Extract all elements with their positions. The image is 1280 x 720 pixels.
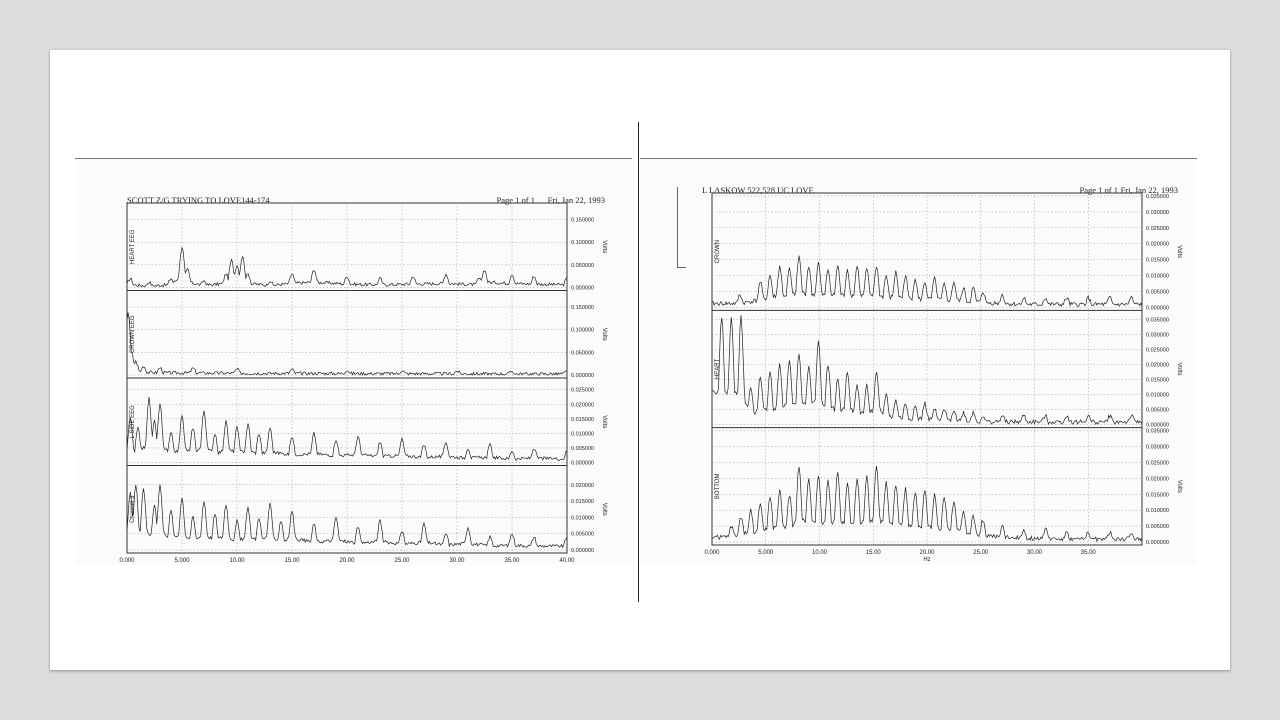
left-xtick-0: 0.000	[119, 558, 135, 564]
left-panel-3-ytick-1: 0.020000	[571, 402, 594, 409]
right-panel-1-ytick-7: 0.000000	[1146, 305, 1169, 312]
left-panel-4-ytick-3: 0.005000	[571, 531, 594, 538]
left-panel-2-unit-label: Volts	[601, 327, 607, 341]
right-chart-svg	[640, 159, 1197, 564]
right-panel-1-ytick-0: 0.035000	[1146, 194, 1169, 200]
right-panel-2-ytick-1: 0.030000	[1146, 332, 1169, 339]
right-panel-2-ytick-5: 0.010000	[1146, 392, 1169, 399]
right-panel-3-unit-label: Volts	[1176, 479, 1182, 493]
left-panel-3-ytick-0: 0.025000	[571, 387, 594, 394]
right-xtick-0: 0.000	[704, 550, 720, 556]
right-panel-3-ytick-5: 0.010000	[1146, 508, 1169, 515]
left-chart-svg	[75, 159, 632, 564]
right-panel-2-ytick-7: 0.000000	[1146, 422, 1169, 429]
right-xtick-3: 15.00	[865, 550, 881, 556]
right-panel-2-ytick-2: 0.025000	[1146, 347, 1169, 354]
left-xtick-3: 15.00	[284, 558, 300, 564]
right-xtick-5: 25.00	[973, 550, 989, 556]
right-panel-1-ytick-1: 0.030000	[1146, 209, 1169, 216]
right-panel-1-ytick-6: 0.005000	[1146, 289, 1169, 296]
left-panel-2-ytick-1: 0.100000	[571, 327, 594, 334]
left-panel-1-ytick-1: 0.100000	[571, 240, 594, 247]
left-panel-4-ytick-4: 0.000000	[571, 548, 594, 554]
right-panel-3-ytick-6: 0.005000	[1146, 524, 1169, 531]
right-panel-2-ytick-3: 0.020000	[1146, 362, 1169, 369]
right-panel-2-channel-label: HEART	[715, 358, 721, 380]
left-xtick-2: 10.00	[229, 558, 245, 564]
right-panel-1-ytick-4: 0.015000	[1146, 257, 1169, 264]
left-panel-2-channel-label: CROWN EEG	[130, 315, 136, 354]
left-panel-1-ytick-3: 0.000000	[571, 285, 594, 292]
right-panel-1-unit-label: Volts	[1176, 245, 1182, 259]
left-xtick-1: 5.000	[174, 558, 190, 564]
right-panel-1-ytick-2: 0.025000	[1146, 225, 1169, 232]
left-chart-title: SCOTT Z/G TRYING TO LOVE144-174	[127, 195, 270, 205]
right-panel-2-unit-label: Volts	[1176, 362, 1182, 376]
right-panel-1-channel-label: CROWN	[715, 239, 721, 264]
left-xtick-5: 25.00	[394, 558, 410, 564]
left-page-label: Page 1 of 1	[496, 195, 535, 205]
left-panel-3-ytick-2: 0.015000	[571, 416, 594, 423]
left-panel-2-ytick-3: 0.000000	[571, 373, 594, 379]
right-panel-3-ytick-2: 0.025000	[1146, 460, 1169, 467]
right-panel-1-ytick-5: 0.010000	[1146, 273, 1169, 280]
left-panel-4-channel-label: Channel 3	[130, 495, 136, 523]
right-xtick-1: 5.000	[758, 550, 774, 556]
right-xtick-7: 35.00	[1080, 550, 1096, 556]
left-panel-4-unit-label: Volts	[601, 502, 607, 516]
right-page-label: Page 1 of 1	[1079, 185, 1118, 195]
left-date-label: Fri, Jan 22, 1993	[547, 195, 605, 205]
left-panel-4-ytick-2: 0.010000	[571, 515, 594, 522]
left-xtick-8: 40.00	[559, 558, 575, 564]
slide-divider	[638, 122, 639, 602]
left-panel-3-ytick-4: 0.005000	[571, 445, 594, 452]
right-panel-3-ytick-3: 0.020000	[1146, 476, 1169, 483]
left-scanned-chart	[75, 158, 632, 564]
left-xtick-7: 35.00	[504, 558, 520, 564]
left-xtick-4: 20.00	[339, 558, 355, 564]
right-chart-title: L LASKOW 522,528 UC LOVE	[702, 185, 814, 195]
right-panel-3-ytick-7: 0.000000	[1146, 540, 1169, 546]
right-panel-1-ytick-3: 0.020000	[1146, 241, 1169, 248]
left-panel-3-unit-label: Volts	[601, 415, 607, 429]
left-panel-1-ytick-0: 0.150000	[571, 217, 594, 224]
right-panel-2-ytick-0: 0.035000	[1146, 317, 1169, 324]
left-panel-1-channel-label: HEART EEG	[130, 229, 136, 264]
left-panel-1-unit-label: Volts	[601, 240, 607, 254]
right-scanned-chart	[640, 158, 1197, 564]
right-panel-3-ytick-4: 0.015000	[1146, 492, 1169, 499]
left-xtick-6: 30.00	[449, 558, 465, 564]
right-date-label: Fri, Jan 22, 1993	[1120, 185, 1178, 195]
right-xtick-4: 20.00	[919, 550, 935, 556]
right-xtick-6: 30.00	[1026, 550, 1043, 556]
left-panel-3-ytick-3: 0.010000	[571, 431, 594, 438]
right-panel-2-ytick-4: 0.015000	[1146, 377, 1169, 384]
left-panel-3-channel-label: L SIDE EEG	[130, 405, 136, 439]
left-panel-2-ytick-2: 0.050000	[571, 350, 594, 357]
left-panel-1-ytick-2: 0.050000	[571, 262, 594, 269]
left-panel-4-ytick-0: 0.020000	[571, 482, 594, 489]
right-panel-3-channel-label: BOTTOM	[715, 473, 721, 500]
left-panel-2-ytick-0: 0.150000	[571, 305, 594, 312]
right-panel-3-ytick-1: 0.030000	[1146, 444, 1169, 451]
right-panel-3-ytick-0: 0.035000	[1146, 428, 1169, 435]
left-panel-3-ytick-5: 0.000000	[571, 460, 594, 467]
right-xlabel: Hz	[923, 557, 931, 563]
left-panel-4-ytick-1: 0.015000	[571, 499, 594, 506]
right-panel-2-ytick-6: 0.005000	[1146, 407, 1169, 414]
right-xtick-2: 10.00	[811, 550, 828, 556]
